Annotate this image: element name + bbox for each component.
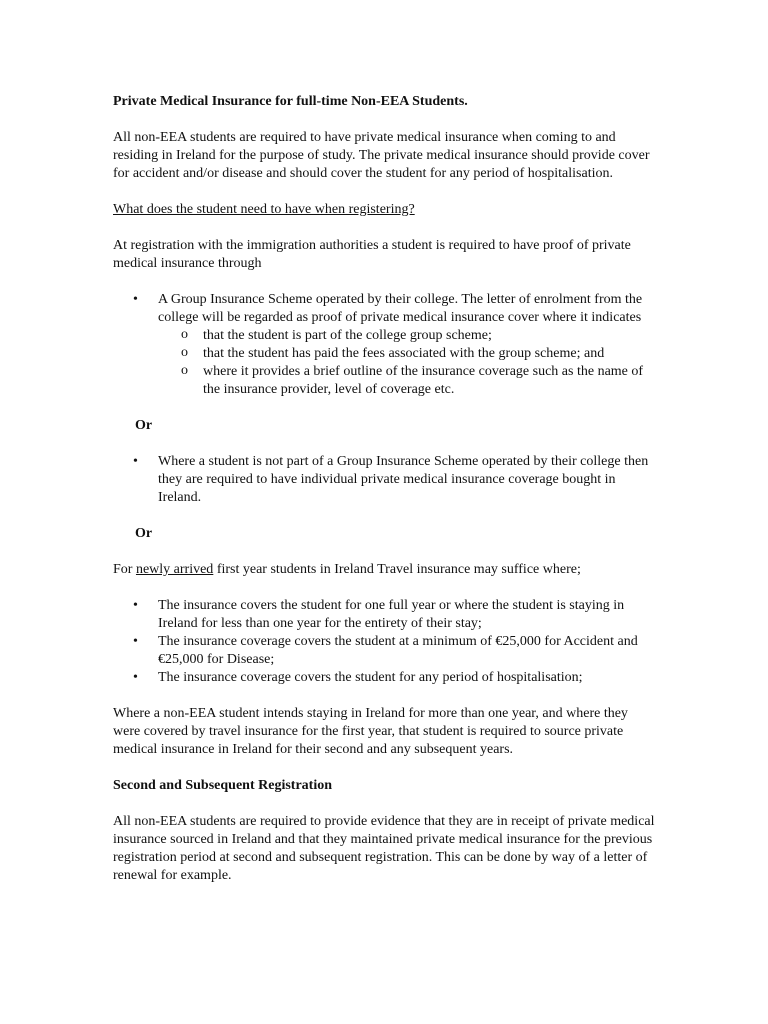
list-item: • The insurance coverage covers the student at a minimum of €25,000 for Accident and €25,000 for Disease; (113, 633, 658, 669)
registration-question: What does the student need to have when registering? (113, 202, 415, 217)
document-title: Private Medical Insurance for full-time Non-EEA Students. (113, 94, 468, 109)
travel-paragraph (113, 561, 658, 579)
group-scheme-conditions (158, 327, 658, 399)
document-body (113, 93, 658, 885)
second-registration-heading: Second and Subsequent Registration (113, 778, 332, 793)
list-item: o that the student is part of the college group scheme; (158, 327, 658, 345)
list-item (113, 291, 658, 399)
list-item: • The insurance covers the student for one full year or where the student is staying in Ireland for less than one year for the entirety of their stay; (113, 597, 658, 633)
travel-underlined: newly arrived (135, 562, 214, 577)
individual-insurance-list (113, 453, 658, 507)
travel-suffix: first year students in Ireland Travel insurance may suffice where; (213, 562, 581, 577)
list-item: • The insurance coverage covers the student for any period of hospitalisation; (113, 669, 658, 687)
list-item: o where it provides a brief outline of the insurance coverage such as the name of the insurance provider, level of coverage etc. (158, 363, 658, 399)
list-item: o that the student has paid the fees associated with the group scheme; and (158, 345, 658, 363)
second-registration-paragraph: All non-EEA students are required to provide evidence that they are in receipt of private medical insurance sourced in Ireland and that they maintained private medical insurance for the previous registration period at second and subsequent registration. This can be done by way of a letter of renewal for example. (113, 814, 655, 883)
travel-prefix: For (113, 562, 136, 577)
or-label: Or (135, 418, 153, 433)
registration-intro: At registration with the immigration authorities a student is required to have proof of private medical insurance through (113, 238, 631, 271)
group-scheme-list (113, 291, 658, 399)
group-scheme-text: A Group Insurance Scheme operated by their college. The letter of enrolment from the college will be regarded as proof of private medical insurance cover where it indicates (158, 292, 643, 325)
or-label: Or (135, 526, 153, 541)
multi-year-paragraph: Where a non-EEA student intends staying in Ireland for more than one year, and where they were covered by travel insurance for the first year, that student is required to source private medical insurance in Ireland for their second and any subsequent years. (113, 706, 628, 757)
travel-conditions-list (113, 597, 658, 687)
intro-paragraph: All non-EEA students are required to have private medical insurance when coming to and residing in Ireland for the purpose of study. The private medical insurance should provide cover for accident and/or disease and should cover the student for any period of hospitalisation. (113, 130, 650, 181)
list-item: • Where a student is not part of a Group Insurance Scheme operated by their college then they are required to have individual private medical insurance coverage bought in Ireland. (113, 453, 658, 507)
